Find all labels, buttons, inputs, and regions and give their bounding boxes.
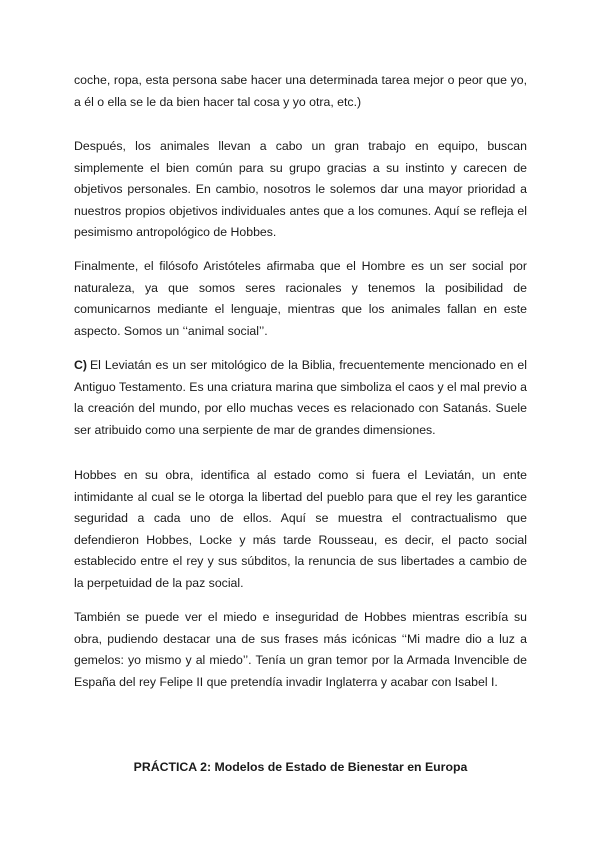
section-label-c: C) <box>74 358 87 372</box>
paragraph-4 <box>74 355 527 441</box>
paragraph-4-text: El Leviatán es un ser mitológico de la Biblia, frecuentemente mencionado en el Antiguo Testamento. Es una criatura marina que simboliza el caos y el mal previo a la creación del mundo, por ello muchas veces es relacionado con Satanás. Suele ser atribuido como una serpiente de mar de grandes dimensiones. <box>74 358 527 437</box>
paragraph-3: Finalmente, el filósofo Aristóteles afirmaba que el Hombre es un ser social por naturaleza, ya que somos seres racionales y tenemos la posibilidad de comunicarnos mediante el lenguaje, mientras que los animales fallan en este aspecto. Somos un ‘‘animal social’’. <box>74 259 527 338</box>
paragraph-5: Hobbes en su obra, identifica al estado como si fuera el Leviatán, un ente intimidante al cual se le otorga la libertad del pueblo para que el rey les garantice seguridad a cada uno de ellos. Aquí se muestra el contractualismo que defendieron Hobbes, Locke y más tarde Rousseau, es decir, el pacto social establecido entre el rey y sus súbditos, la renuncia de sus libertades a cambio de la perpetuidad de la paz social. <box>74 468 527 590</box>
paragraph-6: También se puede ver el miedo e inseguridad de Hobbes mientras escribía su obra, pudiendo destacar una de sus frases más icónicas ‘‘Mi madre dio a luz a gemelos: yo mismo y al miedo’’. Tenía un gran temor por la Armada Invencible de España del rey Felipe II que pretendía invadir Inglaterra y acabar con Isabel I. <box>74 610 527 689</box>
paragraph-2: Después, los animales llevan a cabo un gran trabajo en equipo, buscan simplemente el bien común para su grupo gracias a su instinto y carecen de objetivos personales. En cambio, nosotros le solemos dar una mayor prioridad a nuestros propios objetivos individuales antes que a los comunes. Aquí se refleja el pesimismo antropológico de Hobbes. <box>74 139 527 239</box>
section-heading: PRÁCTICA 2: Modelos de Estado de Bienestar en Europa <box>133 760 468 774</box>
paragraph-1: coche, ropa, esta persona sabe hacer una determinada tarea mejor o peor que yo, a él o ella se le da bien hacer tal cosa y yo otra, etc.) <box>74 73 527 109</box>
